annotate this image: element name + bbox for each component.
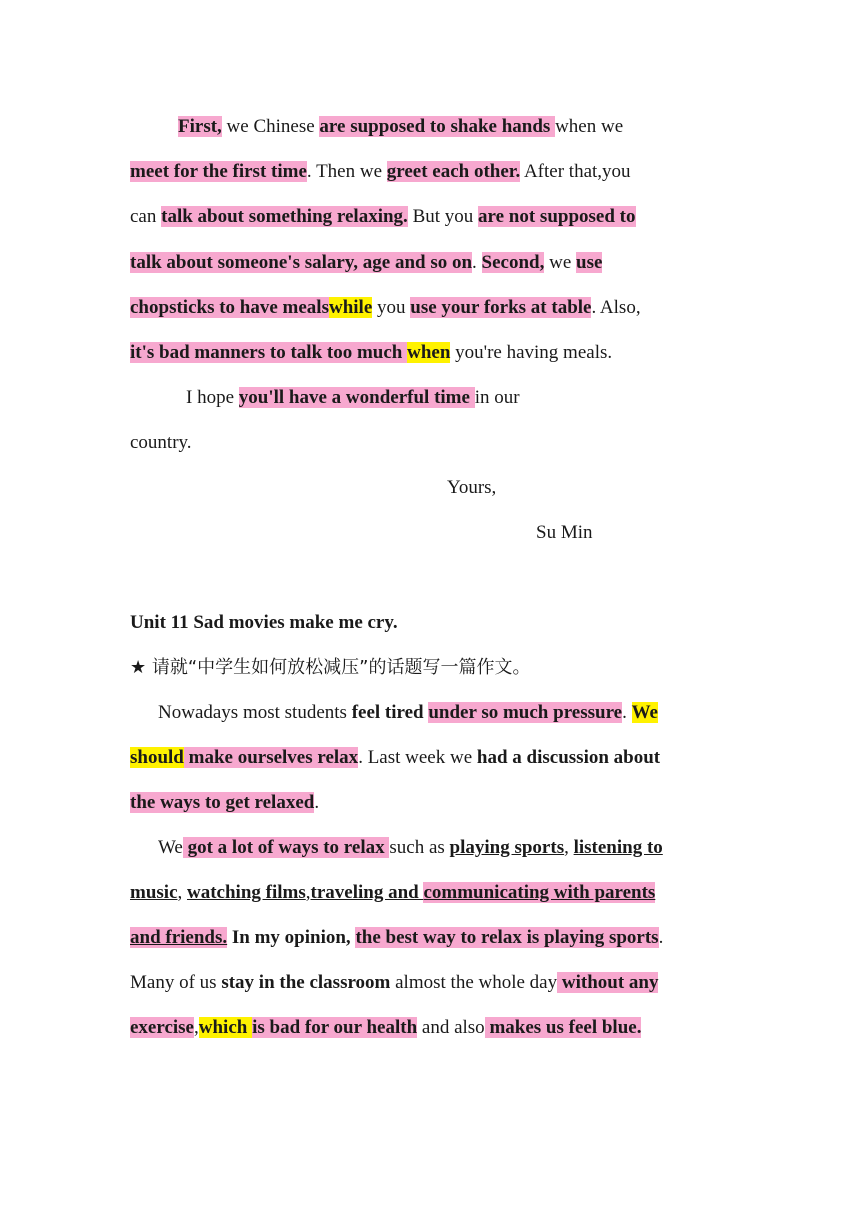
letter-line: [130, 431, 192, 455]
letter-line: [130, 205, 636, 229]
text-run: it's bad manners to talk too much: [130, 342, 408, 363]
essay-line: [130, 881, 655, 905]
text-run: is bad for our health: [252, 1017, 418, 1038]
text-run: makes us feel blue.: [484, 1017, 642, 1038]
text-run: stay in the classroom: [221, 972, 391, 993]
text-run: when we: [555, 116, 624, 137]
text-run: First,: [178, 116, 222, 137]
text-run: playing sports: [449, 837, 565, 858]
text-run: communicating with parents: [423, 882, 656, 903]
letter-line: [130, 341, 612, 365]
text-run: almost the whole day: [390, 972, 558, 993]
text-run: had a discussion about: [476, 747, 661, 768]
text-run: .: [472, 252, 482, 273]
text-run: Nowadays most students: [158, 702, 352, 723]
text-run: .: [622, 702, 632, 723]
text-run: In my opinion,: [231, 927, 351, 948]
text-run: the ways to get relaxed: [130, 792, 315, 813]
letter-line: [130, 251, 602, 275]
text-run: After that,you: [520, 161, 631, 182]
text-run: we Chinese: [221, 116, 320, 137]
letter-line: [130, 160, 631, 184]
text-run: Many of us: [130, 972, 222, 993]
text-run: meet for the first time: [130, 161, 307, 182]
text-run: use your forks at table: [410, 297, 592, 318]
text-run: when: [407, 342, 451, 363]
letter-closing: Yours,: [447, 477, 497, 498]
writing-task: ★ 请就“中学生如何放松减压”的话题写一篇作文。: [130, 657, 531, 678]
text-run: under so much pressure: [428, 702, 623, 723]
text-run: ,: [194, 1017, 199, 1038]
text-run: should: [130, 747, 184, 768]
essay-line: [158, 836, 663, 860]
letter-line: [186, 386, 520, 410]
text-run: We: [631, 702, 658, 723]
text-run: talk about something relaxing.: [161, 206, 408, 227]
text-run: . Then we: [306, 161, 387, 182]
text-run: I hope: [186, 387, 239, 408]
text-run: . Last week we: [358, 747, 477, 768]
text-run: ,: [305, 882, 311, 903]
essay-line: [130, 926, 663, 950]
text-run: use: [576, 252, 603, 273]
letter-signature: Su Min: [536, 522, 593, 543]
text-run: . Also,: [591, 297, 641, 318]
text-run: without any: [557, 972, 659, 993]
text-run: ,: [177, 882, 187, 903]
text-run: you'll have a wonderful time: [238, 387, 475, 408]
text-run: listening to: [573, 837, 663, 858]
text-run: and friends.: [130, 927, 228, 948]
letter-line: [178, 115, 623, 139]
text-run: music: [130, 882, 178, 903]
essay-line: [158, 701, 658, 725]
text-run: .: [658, 927, 664, 948]
text-run: But you: [407, 206, 479, 227]
text-run: in our: [474, 387, 520, 408]
text-run: talk about someone's salary, age and so on: [130, 252, 473, 273]
text-run: ,: [564, 837, 574, 858]
text-run: are not supposed to: [478, 206, 636, 227]
text-run: make ourselves relax: [183, 747, 359, 768]
text-run: you: [372, 297, 411, 318]
text-run: while: [328, 297, 373, 318]
text-run: We: [158, 837, 183, 858]
text-run: country.: [130, 432, 192, 453]
text-run: we: [544, 252, 577, 273]
text-run: got a lot of ways to relax: [182, 837, 390, 858]
text-run: .: [314, 792, 320, 813]
text-run: exercise: [130, 1017, 194, 1038]
unit-title: Unit 11 Sad movies make me cry.: [130, 612, 398, 633]
essay-line: [130, 971, 658, 995]
text-run: the best way to relax is playing sports: [355, 927, 659, 948]
text-run: you're having meals.: [450, 342, 613, 363]
text-run: greet each other.: [386, 161, 521, 182]
text-run: can: [130, 206, 162, 227]
essay-line: [130, 1016, 641, 1040]
text-run: traveling and: [310, 882, 424, 903]
essay-line: [130, 746, 660, 770]
essay-line: [130, 791, 319, 815]
letter-line: [130, 296, 641, 320]
text-run: are supposed to shake hands: [319, 116, 556, 137]
text-run: such as: [389, 837, 450, 858]
text-run: Second,: [481, 252, 545, 273]
text-run: watching films: [187, 882, 306, 903]
text-run: chopsticks to have meals: [130, 297, 329, 318]
text-run: feel tired: [351, 702, 424, 723]
text-run: which: [198, 1017, 253, 1038]
text-run: and also: [417, 1017, 485, 1038]
